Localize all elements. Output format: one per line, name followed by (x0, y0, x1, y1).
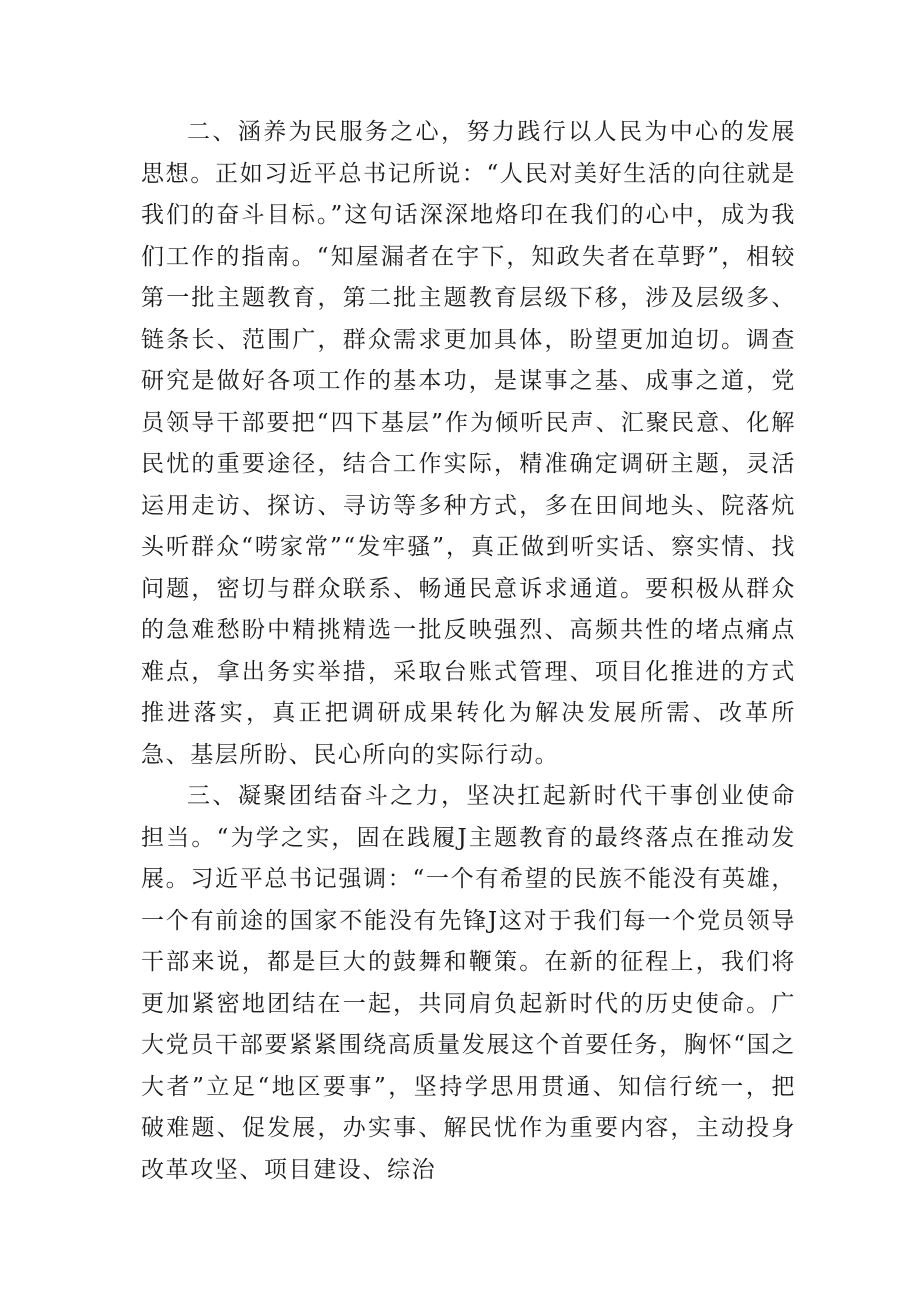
paragraph-two: 二、涵养为民服务之心，努力践行以人民为中心的发展思想。正如习近平总书记所说：“人民对美好生活的向往就是我们的奋斗目标。”这句话深深地烙印在我们的心中，成为我们工作的指南。“知屋漏者在宇下，知政失者在草野”，相较第一批主题教育，第二批主题教育层级下移，涉及层级多、链条长、范围广，群众需求更加具体，盼望更加迫切。调查研究是做好各项工作的基本功，是谋事之基、成事之道，党员领导干部要把“四下基层”作为倾听民声、汇聚民意、化解民忧的重要途径，结合工作实际，精准确定调研主题，灵活运用走访、探访、寻访等多种方式，多在田间地头、院落炕头听群众“唠家常”“发牢骚”，真正做到听实话、察实情、找问题，密切与群众联系、畅通民意诉求通道。要积极从群众的急难愁盼中精挑精选一批反映强烈、高频共性的堵点痛点难点，拿出务实举措，采取台账式管理、项目化推进的方式推进落实，真正把调研成果转化为解决发展所需、改革所急、基层所盼、民心所向的实际行动。 (141, 119, 796, 768)
paragraph-three: 三、凝聚团结奋斗之力，坚决扛起新时代干事创业使命担当。“为学之实，固在践履J主题教育的最终落点在推动发展。习近平总书记强调：“一个有希望的民族不能没有英雄，一个有前途的国家不能没有先锋J这对于我们每一个党员领导干部来说，都是巨大的鼓舞和鞭策。在新的征程上，我们将更加紧密地团结在一起，共同肩负起新时代的历史使命。广大党员干部要紧紧围绕高质量发展这个首要任务，胸怀“国之大者”立足“地区要事”，坚持学思用贯通、知信行统一，把破难题、促发展，办实事、解民忧作为重要内容，主动投身改革攻坚、项目建设、综治 (141, 783, 796, 1183)
body-text (141, 112, 796, 1191)
